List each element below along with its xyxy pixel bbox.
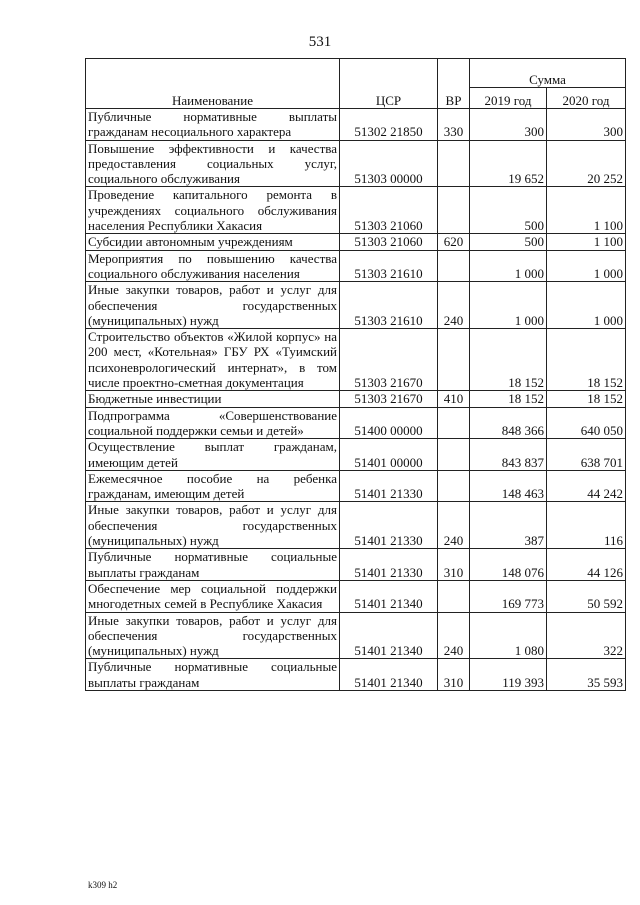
header-vr: ВР: [438, 59, 470, 109]
row-vr: 310: [438, 659, 470, 691]
row-sum-2019: 18 152: [470, 391, 547, 407]
row-vr: 330: [438, 109, 470, 141]
row-vr: 620: [438, 234, 470, 250]
table-body: [86, 109, 626, 691]
row-csr: 51303 21670: [340, 391, 438, 407]
row-sum-2020: 20 252: [547, 140, 626, 187]
row-sum-2019: 300: [470, 109, 547, 141]
row-csr: 51400 00000: [340, 407, 438, 439]
row-vr: 310: [438, 549, 470, 581]
row-name: Повышение эффективности и качества предоставления социальных услуг, социального обслуживания: [86, 140, 340, 187]
row-vr: 410: [438, 391, 470, 407]
table-row: [86, 234, 626, 250]
header-name: Наименование: [86, 59, 340, 109]
row-csr: 51303 21610: [340, 282, 438, 329]
table-row: [86, 391, 626, 407]
row-csr: 51303 21060: [340, 234, 438, 250]
page-number: 531: [308, 34, 332, 50]
row-sum-2019: 387: [470, 502, 547, 549]
row-sum-2020: 18 152: [547, 329, 626, 391]
row-sum-2019: 169 773: [470, 580, 547, 612]
row-sum-2020: 322: [547, 612, 626, 659]
row-sum-2020: 638 701: [547, 439, 626, 471]
table-row: [86, 187, 626, 234]
row-vr: [438, 329, 470, 391]
row-sum-2019: 1 000: [470, 250, 547, 282]
row-name: Публичные нормативные социальные выплаты гражданам: [86, 659, 340, 691]
row-name: Проведение капитального ремонта в учреждениях социального обслуживания населения Республики Хакасия: [86, 187, 340, 234]
row-vr: 240: [438, 502, 470, 549]
table-row: [86, 140, 626, 187]
row-name: Иные закупки товаров, работ и услуг для обеспечения государственных (муниципальных) нужд: [86, 502, 340, 549]
row-vr: [438, 407, 470, 439]
row-name: Осуществление выплат гражданам, имеющим детей: [86, 439, 340, 471]
row-csr: 51303 21060: [340, 187, 438, 234]
row-vr: [438, 250, 470, 282]
row-name: Строительство объектов «Жилой корпус» на 200 мест, «Котельная» ГБУ РХ «Туимский психоневрологический интернат», в том числе проектно-сметная документация: [86, 329, 340, 391]
row-name: Субсидии автономным учреждениям: [86, 234, 340, 250]
row-sum-2019: 19 652: [470, 140, 547, 187]
budget-table: [85, 58, 626, 691]
row-sum-2020: 1 000: [547, 282, 626, 329]
table-row: [86, 282, 626, 329]
row-sum-2019: 1 080: [470, 612, 547, 659]
header-year-2019: 2019 год: [470, 88, 547, 109]
row-vr: [438, 580, 470, 612]
table-row: [86, 549, 626, 581]
row-name: Иные закупки товаров, работ и услуг для обеспечения государственных (муниципальных) нужд: [86, 612, 340, 659]
row-csr: 51401 21330: [340, 549, 438, 581]
row-sum-2020: 18 152: [547, 391, 626, 407]
row-sum-2019: 148 076: [470, 549, 547, 581]
row-csr: 51303 00000: [340, 140, 438, 187]
row-sum-2019: 18 152: [470, 329, 547, 391]
row-name: Бюджетные инвестиции: [86, 391, 340, 407]
row-name: Публичные нормативные социальные выплаты гражданам: [86, 549, 340, 581]
row-sum-2019: 119 393: [470, 659, 547, 691]
table-row: [86, 109, 626, 141]
row-sum-2020: 640 050: [547, 407, 626, 439]
table-row: [86, 502, 626, 549]
row-csr: 51401 21330: [340, 502, 438, 549]
row-vr: 240: [438, 612, 470, 659]
row-sum-2020: 44 126: [547, 549, 626, 581]
table-row: [86, 329, 626, 391]
row-csr: 51401 21340: [340, 580, 438, 612]
row-sum-2019: 1 000: [470, 282, 547, 329]
footer-code: k309 h2: [88, 880, 118, 890]
row-csr: 51303 21670: [340, 329, 438, 391]
row-sum-2019: 500: [470, 234, 547, 250]
row-sum-2019: 148 463: [470, 470, 547, 502]
row-csr: 51303 21610: [340, 250, 438, 282]
row-vr: [438, 439, 470, 471]
header-csr: ЦСР: [340, 59, 438, 109]
row-sum-2020: 300: [547, 109, 626, 141]
row-name: Ежемесячное пособие на ребенка гражданам, имеющим детей: [86, 470, 340, 502]
table-row: [86, 659, 626, 691]
table-row: [86, 250, 626, 282]
row-name: Подпрограмма «Совершенствование социальной поддержки семьи и детей»: [86, 407, 340, 439]
row-name: Мероприятия по повышению качества социального обслуживания населения: [86, 250, 340, 282]
row-name: Обеспечение мер социальной поддержки многодетных семей в Республике Хакасия: [86, 580, 340, 612]
row-csr: 51401 21340: [340, 612, 438, 659]
row-csr: 51401 00000: [340, 439, 438, 471]
row-sum-2020: 44 242: [547, 470, 626, 502]
row-sum-2020: 1 100: [547, 234, 626, 250]
row-name: Публичные нормативные выплаты гражданам несоциального характера: [86, 109, 340, 141]
row-csr: 51401 21340: [340, 659, 438, 691]
row-vr: [438, 470, 470, 502]
row-csr: 51302 21850: [340, 109, 438, 141]
row-vr: 240: [438, 282, 470, 329]
row-sum-2020: 50 592: [547, 580, 626, 612]
table-row: [86, 612, 626, 659]
row-name: Иные закупки товаров, работ и услуг для обеспечения государственных (муниципальных) нужд: [86, 282, 340, 329]
row-vr: [438, 140, 470, 187]
header-sum: Сумма: [470, 59, 626, 88]
row-sum-2020: 35 593: [547, 659, 626, 691]
table-row: [86, 439, 626, 471]
row-sum-2019: 500: [470, 187, 547, 234]
table-row: [86, 407, 626, 439]
row-vr: [438, 187, 470, 234]
row-sum-2020: 1 100: [547, 187, 626, 234]
table-row: [86, 470, 626, 502]
row-sum-2019: 848 366: [470, 407, 547, 439]
row-csr: 51401 21330: [340, 470, 438, 502]
table-row: [86, 580, 626, 612]
row-sum-2020: 1 000: [547, 250, 626, 282]
row-sum-2020: 116: [547, 502, 626, 549]
row-sum-2019: 843 837: [470, 439, 547, 471]
header-year-2020: 2020 год: [547, 88, 626, 109]
